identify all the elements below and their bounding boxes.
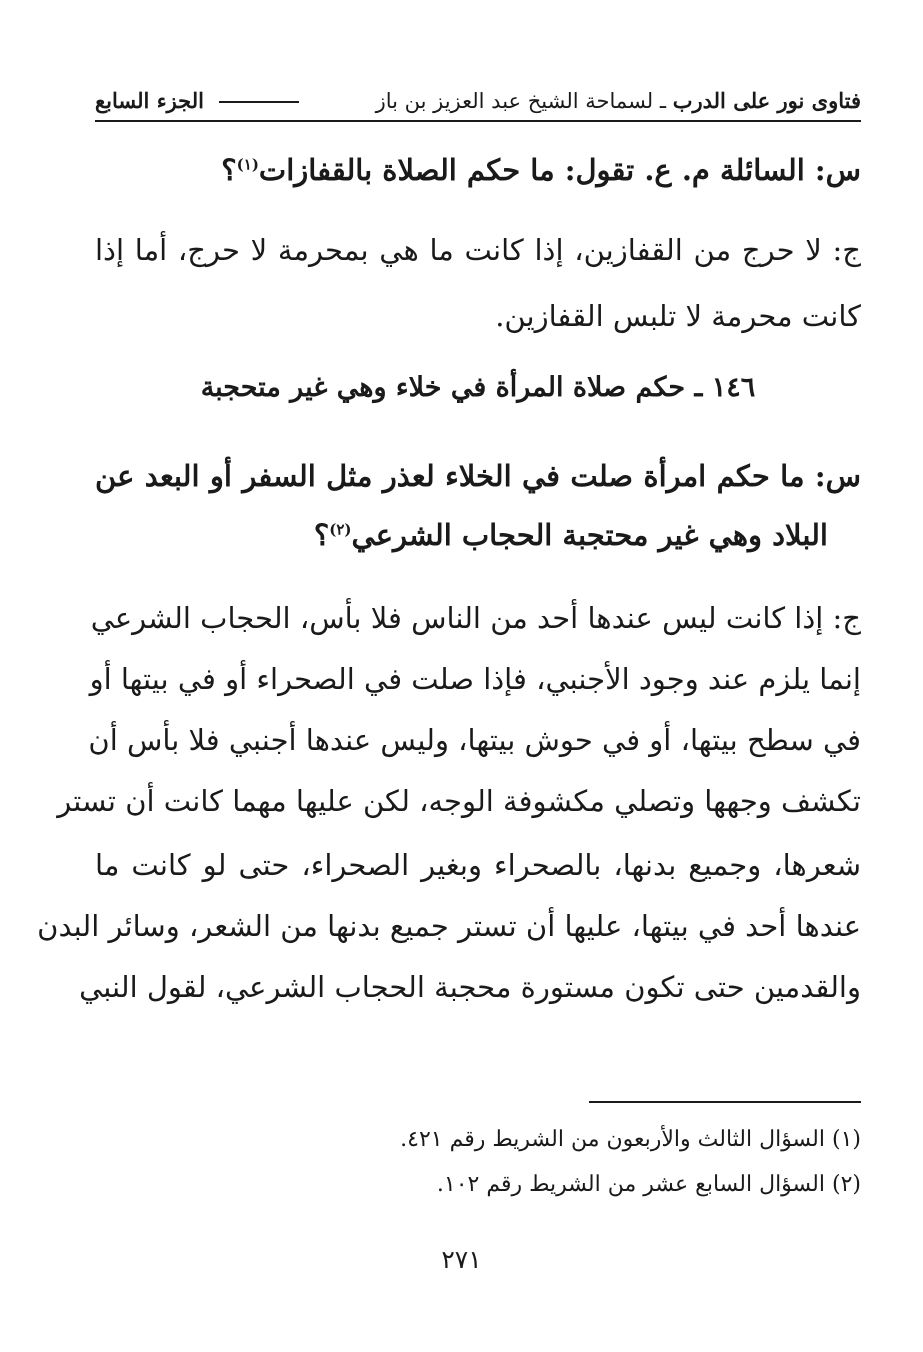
question-1 xyxy=(95,150,861,190)
header-book-title: فتاوى نور على الدرب xyxy=(672,87,861,113)
answer-2-line-6: عندها أحد في بيتها، عليها أن تستر جميع بدنها من الشعر، وسائر البدن xyxy=(37,909,861,943)
answer-2-line-1: ج: إذا كانت ليس عندها أحد من الناس فلا بأس، الحجاب الشرعي xyxy=(90,601,861,635)
question-2-end: ؟ xyxy=(313,518,330,552)
question-2-line-2 xyxy=(95,515,828,555)
answer-2-line-3: في سطح بيتها، أو في حوش بيتها، وليس عندها أجنبي فلا بأس أن xyxy=(88,723,861,757)
answer-2-line-2: إنما يلزم عند وجود الأجنبي، فإذا صلت في الصحراء أو في بيتها أو xyxy=(89,662,861,696)
footnote-2: (٢) السؤال السابع عشر من الشريط رقم ١٠٢. xyxy=(436,1172,861,1197)
footnote-1: (١) السؤال الثالث والأربعون من الشريط رقم ٤٢١. xyxy=(400,1127,861,1152)
question-2-text: البلاد وهي غير محتجبة الحجاب الشرعي xyxy=(351,518,828,552)
question-1-end: ؟ xyxy=(221,153,237,187)
header-volume: الجزء السابع xyxy=(95,87,204,113)
answer-1-line-1: ج: لا حرج من القفازين، إذا كانت ما هي بمحرمة لا حرج، أما إذا xyxy=(95,233,861,267)
answer-2-line-4: تكشف وجهها وتصلي مكشوفة الوجه، لكن عليها مهما كانت أن تستر xyxy=(57,784,861,818)
header-author: ـ لسماحة الشيخ عبد العزيز بن باز xyxy=(375,88,667,113)
header-dash-rule xyxy=(219,101,299,103)
answer-1-line-2: كانت محرمة لا تلبس القفازين. xyxy=(495,299,861,333)
page-number: ٢٧١ xyxy=(441,1245,482,1274)
question-2-line-1: س: ما حكم امرأة صلت في الخلاء لعذر مثل السفر أو البعد عن xyxy=(95,459,861,493)
header-right-group xyxy=(95,88,307,113)
answer-2-line-5: شعرها، وجميع بدنها، بالصحراء وبغير الصحراء، حتى لو كانت ما xyxy=(95,848,861,882)
answer-2-line-7: والقدمين حتى تكون مستورة محجبة الحجاب الشرعي، لقول النبي xyxy=(79,970,861,1004)
section-heading: ١٤٦ ـ حكم صلاة المرأة في خلاء وهي غير متحجبة xyxy=(200,372,756,403)
footnote-ref-2[interactable]: (٢) xyxy=(329,520,352,539)
header-left-group xyxy=(376,88,861,113)
footnote-separator xyxy=(589,1101,861,1103)
footnote-ref-1[interactable]: (١) xyxy=(236,155,259,174)
running-header xyxy=(95,80,861,122)
question-1-text: س: السائلة م. ع. تقول: ما حكم الصلاة بالقفازات xyxy=(258,153,861,187)
